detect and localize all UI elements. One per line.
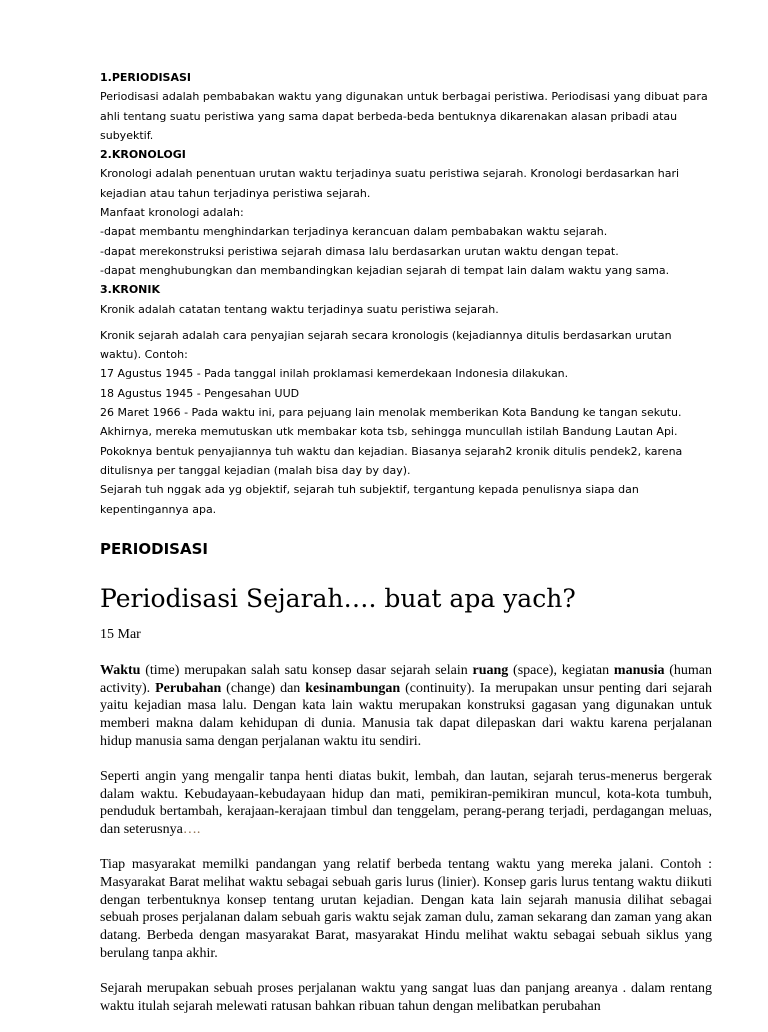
paragraph-penyajian: Pokoknya bentuk penyajiannya tuh waktu dan kejadian. Biasanya sejarah2 kronik ditulis pendek2, karena ditulisnya per tanggal kejadian (malah bisa day by day). xyxy=(100,444,683,477)
ellipsis: …. xyxy=(182,822,201,838)
term-kesinambungan: kesinambungan xyxy=(305,680,401,696)
heading-kronik: 3.KRONIK xyxy=(100,283,161,297)
text-run: (change) dan xyxy=(221,680,306,696)
term-waktu: Waktu xyxy=(100,662,141,678)
example-item: 17 Agustus 1945 - Pada tanggal inilah proklamasi kemerdekaan Indonesia dilakukan. xyxy=(100,367,569,381)
text-run: (human activity). xyxy=(100,662,713,696)
paragraph-kronik: Kronik adalah catatan tentang waktu terjadinya suatu peristiwa sejarah. xyxy=(100,302,499,316)
list-item: -dapat merekonstruksi peristiwa sejarah dimasa lalu berdasarkan urutan waktu dengan tepat. xyxy=(100,244,619,258)
list-item: -dapat membantu menghindarkan terjadinya kerancuan dalam pembabakan waktu sejarah. xyxy=(100,225,608,239)
term-perubahan: Perubahan xyxy=(155,680,222,696)
article-paragraph: Sejarah merupakan sebuah proses perjalanan waktu yang sangat luas dan panjang areanya . dalam rentang waktu itulah sejarah melewati ratusan bahkan ribuan tahun dengan melibatkan perubahan xyxy=(100,980,712,1014)
article-title: Periodisasi Sejarah…. buat apa yach? xyxy=(100,583,576,613)
example-item: 26 Maret 1966 - Pada waktu ini, para pejuang lain menolak memberikan Kota Bandung ke tangan sekutu. Akhirnya, mereka memutuskan utk membakar kota tsb, sehingga muncullah istilah Bandung Lautan Api. xyxy=(100,406,682,439)
term-manusia: manusia xyxy=(613,662,665,678)
document-page xyxy=(100,68,712,1032)
text-run: (continuity). Ia merupakan unsur penting dari sejarah yaitu kejadian masa lalu. Dengan kata lain waktu merupakan konstruksi gagasan yang digunakan untuk memberi makna dalam kehidupan di dunia. Manusia tak dapat dilepaskan dari waktu karena perjalanan hidup manusia sama dengan perjalanan waktu itu sendiri. xyxy=(100,680,713,750)
article-body xyxy=(100,662,712,1016)
paragraph-subjektif: Sejarah tuh nggak ada yg objektif, sejarah tuh subjektif, tergantung kepada penulisnya siapa dan kepentingannya apa. xyxy=(100,483,639,516)
list-item: -dapat menghubungkan dan membandingkan kejadian sejarah di tempat lain dalam waktu yang sama. xyxy=(100,263,670,277)
text-run: (space), kegiatan xyxy=(508,662,614,678)
heading-kronologi: 2.KRONOLOGI xyxy=(100,148,186,162)
article-paragraph xyxy=(100,662,712,751)
manfaat-label: Manfaat kronologi adalah: xyxy=(100,206,244,220)
text-run: Seperti angin yang mengalir tanpa henti diatas bukit, lembah, dan lautan, sejarah terus-menerus bergerak dalam waktu. Kebudayaan-kebudayaan hidup dan mati, pemikiran-pemikiran muncul, kota-kota tumbuh, penduduk bertambah, kerajaan-kerajaan timbul dan tenggelam, perang-perang terjadi, perdagangan meluas, dan seterusnya xyxy=(100,768,712,838)
article-paragraph: Tiap masyarakat memilki pandangan yang relatif berbeda tentang waktu yang mereka jalani. Contoh : Masyarakat Barat melihat waktu sebagai sebuah garis lurus (linier). Konsep garis lurus tentang waktu diikuti dengan terbentuknya konsep tentang urutan kejadian. Dengan kata lain sejarah manusia dilihat sebagai sebuah proses perjalanan dalam sebuah garis waktu sejak zaman dulu, zaman sekarang dan zaman yang akan datang. Berbeda dengan masyarakat Barat, masyarakat Hindu melihat waktu sebagai sebuah siklus yang berulang tanpa akhir. xyxy=(100,857,712,961)
paragraph-periodisasi: Periodisasi adalah pembabakan waktu yang digunakan untuk berbagai peristiwa. Periodisasi yang dibuat para ahli tentang suatu peristiwa yang sama dapat berbeda-beda bentuknya dikarenakan alasan pribadi atau subyektif. xyxy=(100,90,708,142)
paragraph-kronik-sejarah: Kronik sejarah adalah cara penyajian sejarah secara kronologis (kejadiannya ditulis berdasarkan urutan waktu). Contoh: xyxy=(100,328,672,362)
notes-section xyxy=(100,68,712,519)
article-paragraph xyxy=(100,768,712,839)
text-run: (time) merupakan salah satu konsep dasar sejarah selain xyxy=(140,662,473,678)
heading-periodisasi: 1.PERIODISASI xyxy=(100,71,191,84)
section-heading: PERIODISASI xyxy=(100,539,208,558)
article-date: 15 Mar xyxy=(100,626,141,642)
example-item: 18 Agustus 1945 - Pengesahan UUD xyxy=(100,386,300,400)
paragraph-kronologi: Kronologi adalah penentuan urutan waktu terjadinya suatu peristiwa sejarah. Kronologi berdasarkan hari kejadian atau tahun terjadinya peristiwa sejarah. xyxy=(100,167,680,200)
term-ruang: ruang xyxy=(472,662,509,678)
